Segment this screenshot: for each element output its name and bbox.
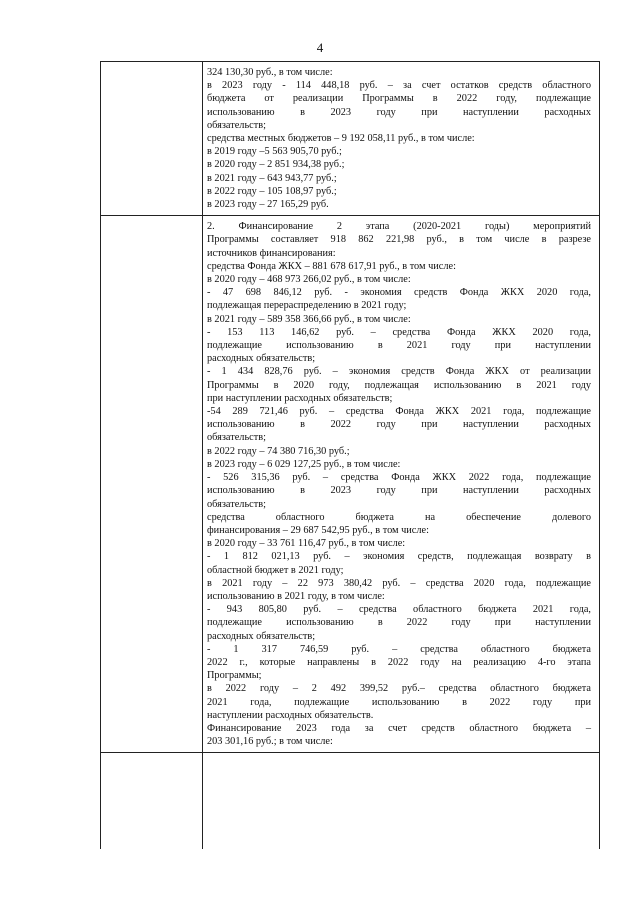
text-line: в 2020 году – 2 851 934,38 руб.; (207, 159, 345, 171)
text-line: в 2021 году – 22 973 380,42 руб. – средства 2020 года, подлежащие (207, 577, 591, 589)
text-line: при наступлении расходных обязательств; (207, 392, 393, 404)
text-line: использованию в 2023 году при наступлении расходных (207, 106, 591, 118)
text-line: Программы; (207, 670, 262, 682)
text-line: в 2023 году – 27 165,29 руб. (207, 199, 329, 211)
text-line: - 1 812 021,13 руб. – экономия средств, подлежащая возврату в (207, 551, 591, 563)
text-line: в 2019 году –5 563 905,70 руб.; (207, 146, 342, 158)
text-line: - 1 317 746,59 руб. – средства областного бюджета (207, 643, 591, 655)
text-line: в 2021 году – 589 358 366,66 руб., в том числе: (207, 313, 411, 325)
table-cell-text (204, 62, 591, 215)
table-row-2 (100, 215, 600, 753)
text-line: использованию в 2022 году при наступлении расходных (207, 419, 591, 431)
text-line: использованию в 2023 году при наступлении расходных (207, 485, 591, 497)
text-line: подлежащие использованию в 2022 году при наступлении (207, 617, 591, 629)
text-line: Программы в 2020 году, подлежащая использованию в 2021 году (207, 379, 591, 391)
text-line: в 2023 году - 114 448,18 руб. – за счет остатков средств областного (207, 80, 591, 92)
text-line: в 2020 году – 33 761 116,47 руб., в том числе: (207, 538, 406, 550)
text-line: Программы составляет 918 862 221,98 руб., в том числе в разрезе (207, 234, 591, 246)
text-line: 324 130,30 руб., в том числе: (207, 67, 333, 78)
text-line: подлежащие использованию в 2021 году при наступлении (207, 340, 591, 352)
text-line: наступлении расходных обязательств. (207, 709, 374, 721)
text-line: - 1 434 828,76 руб. – экономия средств Фонда ЖКХ от реализации (207, 366, 591, 378)
text-line: расходных обязательств; (207, 630, 316, 642)
text-line: использованию в 2021 году, в том числе: (207, 590, 385, 602)
text-line: бюджета от реализации Программы в 2022 году, подлежащие (207, 93, 591, 105)
text-line: - 153 113 146,62 руб. – средства Фонда ЖКХ 2020 года, (207, 326, 591, 338)
text-line: средства Фонда ЖКХ – 881 678 617,91 руб., в том числе: (207, 260, 456, 272)
text-line: в 2020 году – 468 973 266,02 руб., в том числе: (207, 274, 411, 286)
text-line: обязательств; (207, 119, 266, 131)
text-line: Финансирование 2023 года за счет средств областного бюджета – (207, 722, 591, 734)
text-line: 203 301,16 руб.; в том числе: (207, 736, 333, 748)
table-cell-text (204, 216, 591, 752)
text-line: в 2022 году – 105 108,97 руб.; (207, 185, 337, 197)
text-line: в 2022 году – 74 380 716,30 руб.; (207, 445, 350, 457)
text-line: - 526 315,36 руб. – средства Фонда ЖКХ 2022 года, подлежащие (207, 472, 591, 484)
text-line: 2022 г., которые направлены в 2022 году на реализацию 4-го этапа (207, 656, 591, 668)
text-line: источников финансирования: (207, 247, 336, 259)
text-line: в 2021 году – 643 943,77 руб.; (207, 172, 337, 184)
text-line: подлежащая перераспределению в 2021 году; (207, 300, 407, 312)
text-line: 2021 года, подлежащие использованию в 2022 году при (207, 696, 591, 708)
text-line: - 47 698 846,12 руб. - экономия средств Фонда ЖКХ 2020 года, (207, 287, 591, 299)
text-line: обязательств; (207, 432, 266, 444)
text-line: -54 289 721,46 руб. – средства Фонда ЖКХ 2021 года, подлежащие (207, 406, 591, 418)
text-line: финансирования – 29 687 542,95 руб., в том числе: (207, 524, 429, 536)
text-line: обязательств; (207, 498, 266, 510)
text-line: 2. Финансирование 2 этапа (2020-2021 годы) мероприятий (207, 221, 591, 233)
table-row-1 (100, 61, 600, 215)
text-line: расходных обязательств; (207, 353, 316, 365)
text-line: средства местных бюджетов – 9 192 058,11 руб., в том числе: (207, 133, 475, 145)
text-line: областной бюджет в 2021 году; (207, 564, 344, 576)
text-line: средства областного бюджета на обеспечение долевого (207, 511, 591, 523)
text-line: в 2023 году – 6 029 127,25 руб., в том числе: (207, 458, 401, 470)
page-number: 4 (316, 40, 324, 55)
document-table (100, 61, 600, 753)
text-line: - 943 805,80 руб. – средства областного бюджета 2021 года, (207, 604, 591, 616)
text-line: в 2022 году – 2 492 399,52 руб.– средства областного бюджета (207, 683, 591, 695)
